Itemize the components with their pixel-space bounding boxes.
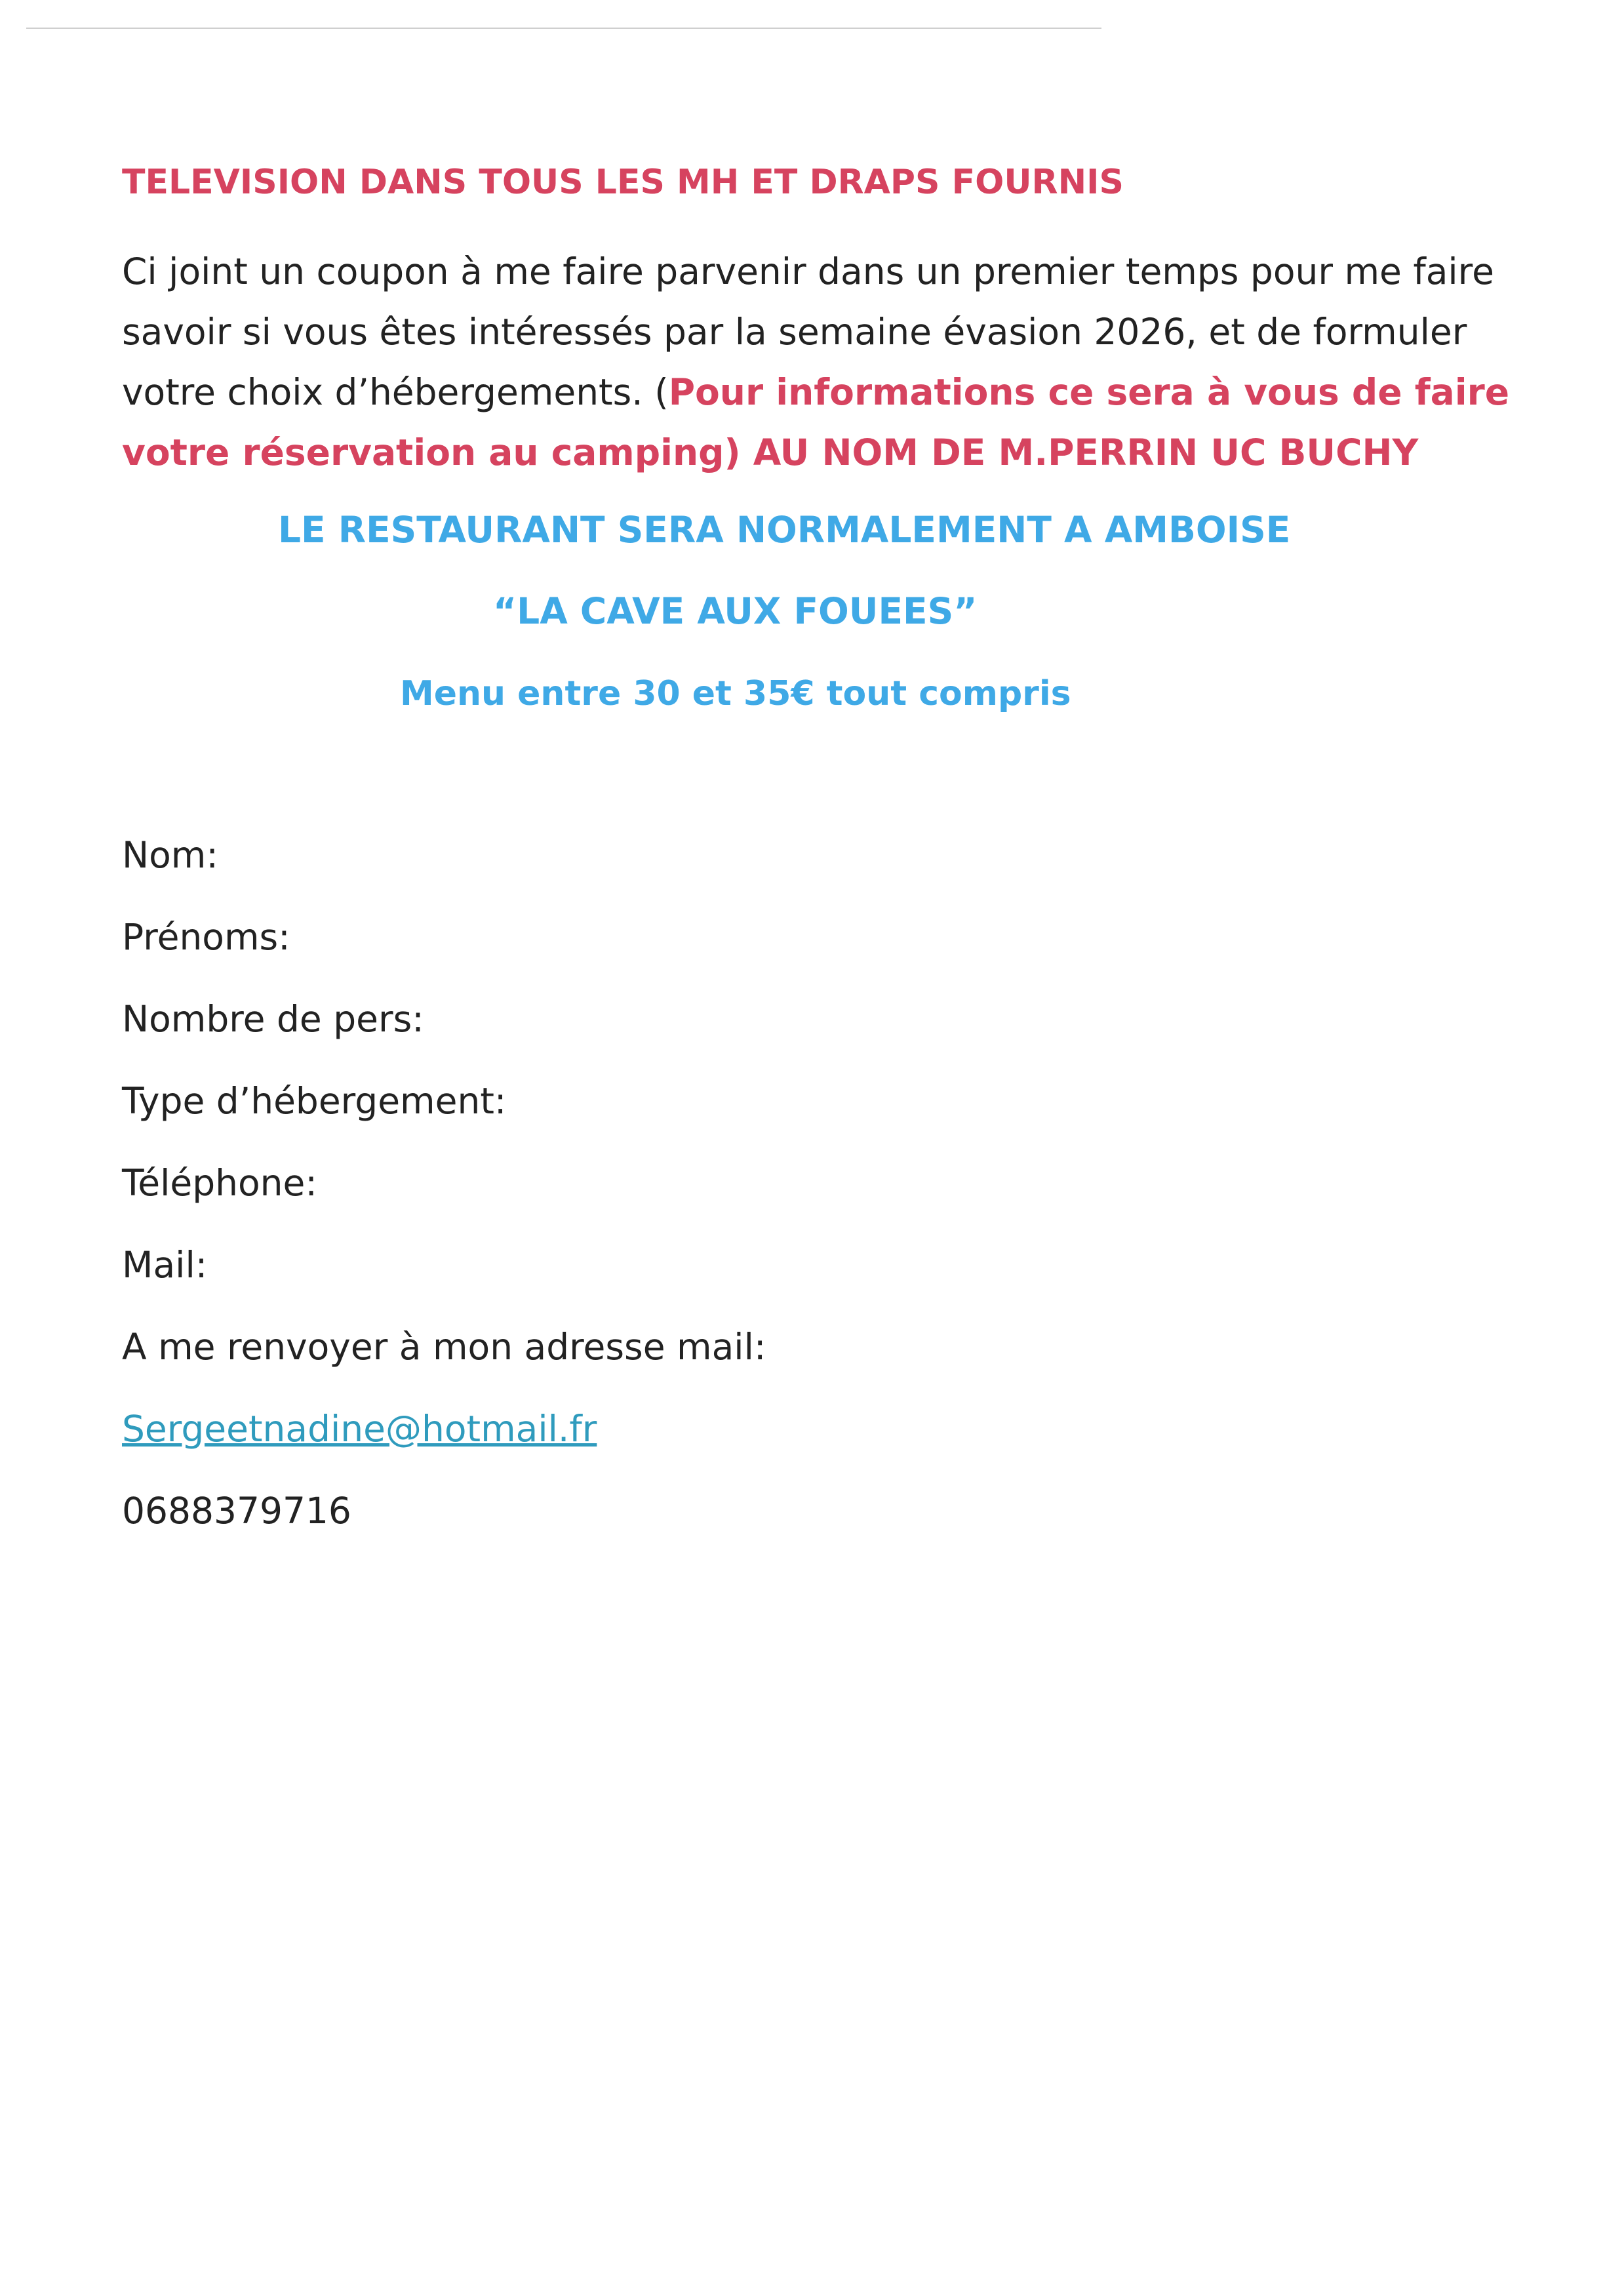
restaurant-location: LE RESTAURANT SERA NORMALEMENT A AMBOISE [278, 509, 1291, 551]
field-type-hebergement: Type d’hébergement: [122, 1080, 507, 1122]
restaurant-menu-price: Menu entre 30 et 35€ tout compris [400, 674, 1071, 713]
intro-line-1: Ci joint un coupon à me faire parvenir dans un premier temps pour me faire [122, 250, 1494, 292]
intro-line-4-red: votre réservation au camping) AU NOM DE M.PERRIN UC BUCHY [122, 431, 1419, 473]
intro-line-3-plain: votre choix d’hébergements. ( [122, 371, 669, 413]
intro-line-3-red: Pour informations ce sera à vous de faire [668, 371, 1510, 413]
field-nom: Nom: [122, 834, 218, 876]
tv-notice-heading: TELEVISION DANS TOUS LES MH ET DRAPS FOURNIS [122, 163, 1124, 202]
intro-paragraph [122, 241, 1518, 483]
intro-line-3 [122, 362, 1518, 422]
intro-line-2: savoir si vous êtes intéressés par la semaine évasion 2026, et de formuler [122, 311, 1467, 353]
field-nombre-pers: Nombre de pers: [122, 998, 424, 1040]
contact-phone: 0688379716 [122, 1490, 351, 1532]
contact-email-link[interactable]: Sergeetnadine@hotmail.fr [122, 1408, 597, 1450]
restaurant-name: “LA CAVE AUX FOUEES” [493, 590, 978, 632]
field-telephone: Téléphone: [122, 1162, 317, 1204]
return-instructions: A me renvoyer à mon adresse mail: [122, 1326, 766, 1368]
scan-top-rule [26, 28, 1101, 29]
field-prenoms: Prénoms: [122, 916, 290, 958]
field-mail: Mail: [122, 1244, 208, 1286]
